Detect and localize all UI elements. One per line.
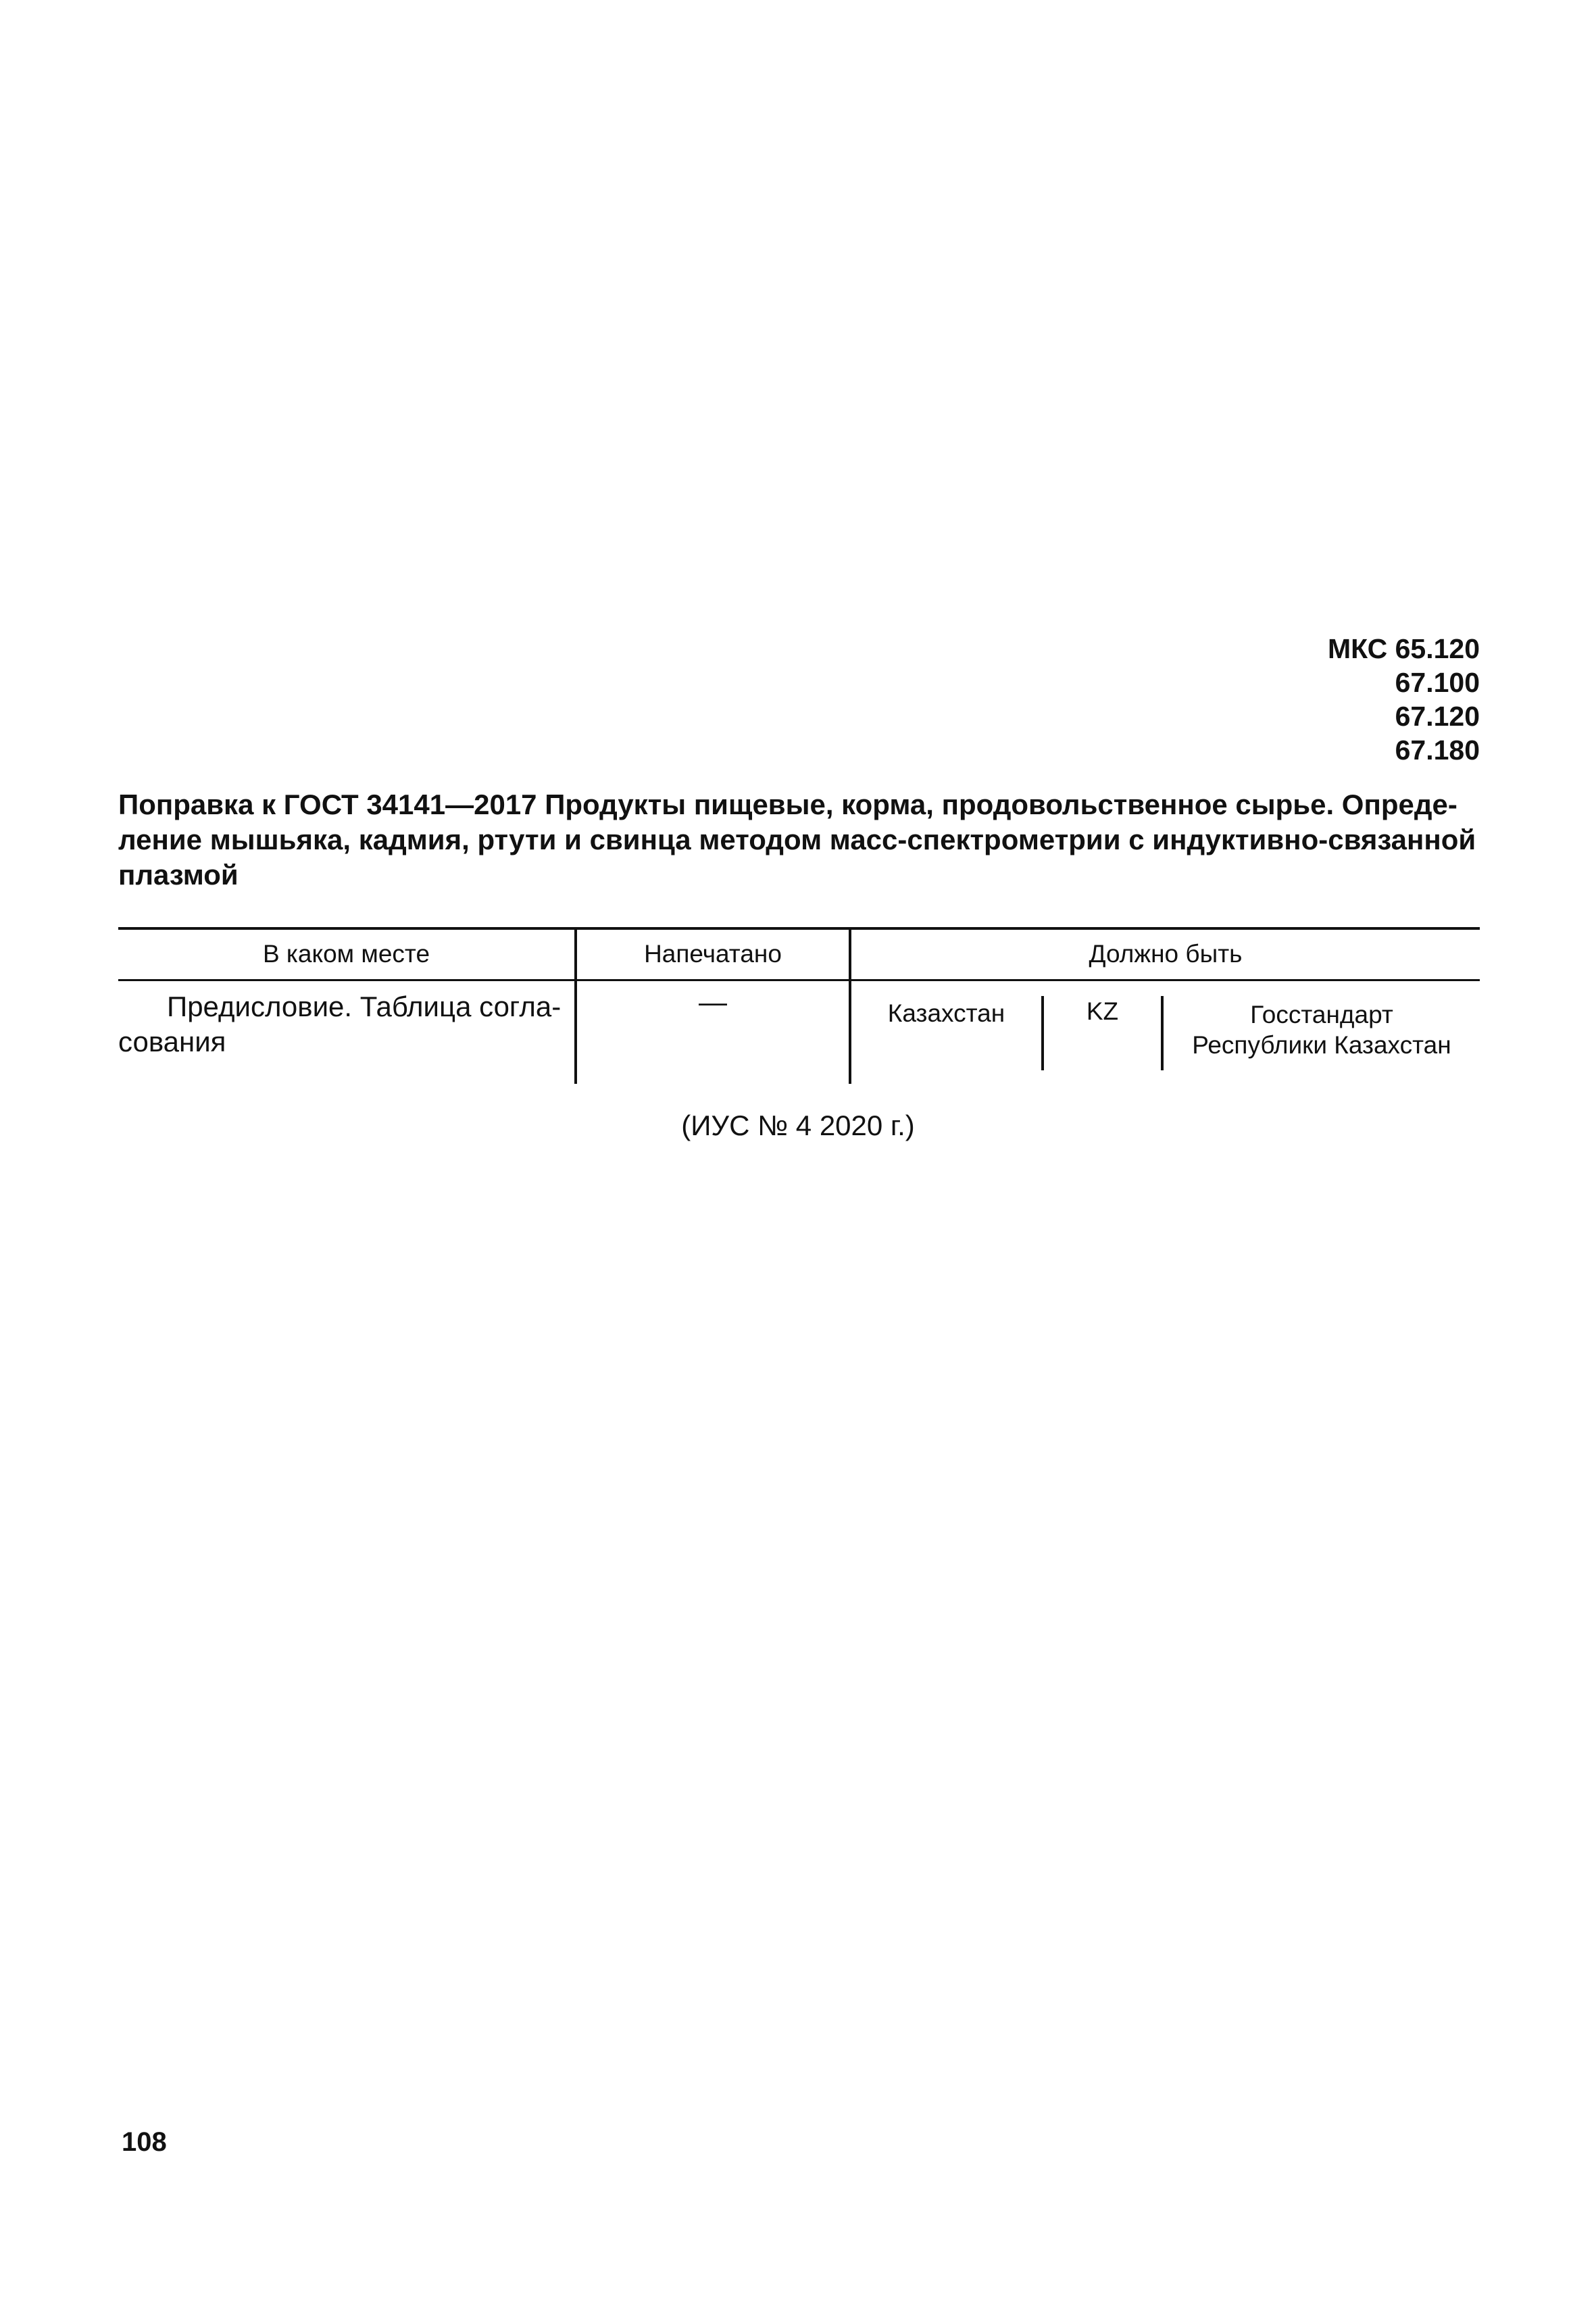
row-code: KZ [1086, 997, 1119, 1025]
mks-code: 67.120 [1395, 701, 1480, 732]
header-should-be: Должно быть [1089, 940, 1243, 968]
mks-code: 67.100 [1395, 667, 1480, 698]
mks-code: МКС 65.120 [1327, 633, 1480, 664]
title-line: Поправка к ГОСТ 34141—2017 Продукты пищевые, корма, продовольственное сырье. Опреде- [118, 789, 1457, 820]
row-org-line: Республики Казахстан [1192, 1031, 1451, 1059]
table-top-rule [118, 927, 1480, 930]
row-country: Казахстан [887, 999, 1005, 1027]
title-line: ление мышьяка, кадмия, ртути и свинца методом масс-спектрометрии с индуктивно-связанной [118, 824, 1476, 855]
header-where: В каком месте [262, 940, 430, 968]
row-printed: — [699, 986, 727, 1018]
row-where-line: Предисловие. Таблица согла- [167, 991, 562, 1022]
amendment-title [118, 787, 1480, 893]
title-line: плазмой [118, 859, 239, 891]
correction-table [118, 927, 1480, 1084]
row-where [118, 989, 563, 1060]
mks-codes [1328, 632, 1480, 767]
page-number: 108 [122, 2127, 167, 2157]
header-printed: Напечатано [644, 940, 782, 968]
mks-code: 67.180 [1395, 735, 1480, 766]
ius-reference: (ИУС № 4 2020 г.) [681, 1110, 915, 1141]
row-organization [1164, 999, 1480, 1060]
table-header-rule [118, 979, 1480, 981]
row-where-line: сования [118, 1026, 226, 1057]
row-org-line: Госстандарт [1250, 1001, 1393, 1028]
